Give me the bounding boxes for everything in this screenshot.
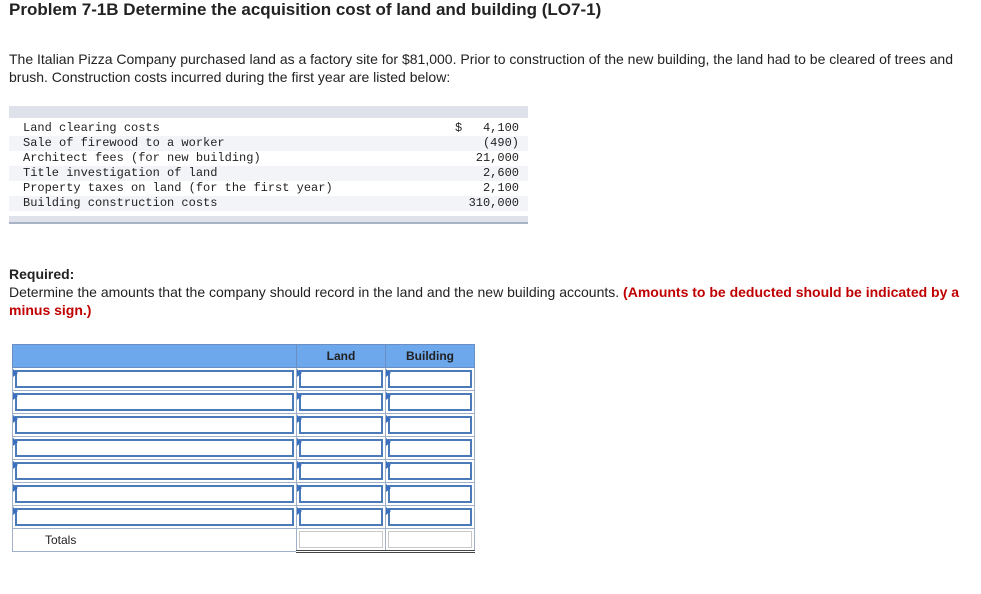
dropdown-flag-icon [386,392,391,400]
item-cell [13,483,297,506]
header-item [13,345,297,368]
dropdown-flag-icon [386,369,391,377]
item-input[interactable] [15,485,294,503]
header-building: Building [386,345,475,368]
land-cell [297,437,386,460]
dropdown-flag-icon [297,415,302,423]
land-input[interactable] [299,485,383,503]
building-cell [386,437,475,460]
dropdown-flag-icon [13,507,18,515]
header-land: Land [297,345,386,368]
building-cell [386,506,475,529]
required-instruction: Determine the amounts that the company should record in the land and the new building accounts. [9,284,620,300]
building-cell [386,368,475,391]
required-note: (Amounts to be deducted should be indicated by a minus sign.) [9,284,960,318]
dropdown-flag-icon [13,392,18,400]
building-cell [386,414,475,437]
dropdown-flag-icon [13,415,18,423]
totals-label: Totals [13,529,297,552]
table-row [13,391,475,414]
currency-symbol: $ [455,121,463,135]
cost-item-amount: 21,000 [475,151,519,165]
item-input[interactable] [15,393,294,411]
cost-list [9,106,528,224]
dropdown-flag-icon [297,461,302,469]
dropdown-flag-icon [297,484,302,492]
cost-list-top-bar [9,106,528,118]
item-input[interactable] [15,439,294,457]
table-row [13,483,475,506]
land-cell [297,506,386,529]
cost-item-label: Land clearing costs [23,121,160,135]
cost-list-bottom-bar [9,216,528,224]
cost-item-amount: 2,600 [482,166,519,180]
cost-item-label: Property taxes on land (for the first year) [23,181,333,195]
required-text [9,283,969,319]
dropdown-flag-icon [13,438,18,446]
table-row [13,437,475,460]
building-input[interactable] [388,508,472,526]
building-total-input[interactable] [388,531,472,548]
building-input[interactable] [388,439,472,457]
building-input[interactable] [388,462,472,480]
land-input[interactable] [299,370,383,388]
land-cell [297,414,386,437]
dropdown-flag-icon [386,461,391,469]
cost-item-amount: 4,100 [482,121,519,135]
cost-item-firewood [9,136,528,151]
building-cell [386,483,475,506]
land-total-input[interactable] [299,531,383,548]
cost-item-label: Sale of firewood to a worker [23,136,225,150]
item-cell [13,368,297,391]
cost-item-amount: 2,100 [482,181,519,195]
dropdown-flag-icon [386,415,391,423]
dropdown-flag-icon [386,507,391,515]
dropdown-flag-icon [13,369,18,377]
land-input[interactable] [299,439,383,457]
dropdown-flag-icon [386,484,391,492]
answer-table [12,344,475,553]
table-row [13,368,475,391]
cost-item-land-clearing [9,121,528,136]
item-input[interactable] [15,416,294,434]
dropdown-flag-icon [297,369,302,377]
required-heading: Required: [9,266,75,282]
item-cell [13,506,297,529]
cost-item-label: Architect fees (for new building) [23,151,261,165]
item-input[interactable] [15,508,294,526]
land-input[interactable] [299,462,383,480]
dropdown-flag-icon [297,438,302,446]
item-cell [13,414,297,437]
cost-item-amount: (490) [482,136,519,150]
item-input[interactable] [15,370,294,388]
building-total-cell [386,529,475,552]
land-input[interactable] [299,393,383,411]
land-total-cell [297,529,386,552]
dropdown-flag-icon [297,507,302,515]
answer-table-header [13,345,475,368]
land-input[interactable] [299,508,383,526]
table-row [13,506,475,529]
building-cell [386,391,475,414]
problem-title: Problem 7-1B Determine the acquisition cost of land and building (LO7-1) [9,0,602,19]
item-cell [13,460,297,483]
totals-row [13,529,475,552]
cost-item-label: Title investigation of land [23,166,218,180]
land-cell [297,391,386,414]
dropdown-flag-icon [386,438,391,446]
building-input[interactable] [388,485,472,503]
table-row [13,414,475,437]
land-input[interactable] [299,416,383,434]
land-cell [297,368,386,391]
problem-intro: The Italian Pizza Company purchased land as a factory site for $81,000. Prior to construction of the new building, the land had to be cleared of trees and brush. Construction costs incurred during the first year are listed below: [9,51,954,85]
building-input[interactable] [388,370,472,388]
cost-item-amount: 310,000 [468,196,519,210]
cost-item-title-investigation [9,166,528,181]
table-row [13,460,475,483]
cost-item-architect-fees [9,151,528,166]
dropdown-flag-icon [13,461,18,469]
dropdown-flag-icon [297,392,302,400]
building-input[interactable] [388,416,472,434]
building-cell [386,460,475,483]
land-cell [297,460,386,483]
dropdown-flag-icon [13,484,18,492]
cost-item-property-taxes [9,181,528,196]
item-cell [13,391,297,414]
land-cell [297,483,386,506]
building-input[interactable] [388,393,472,411]
cost-item-label: Building construction costs [23,196,218,210]
item-cell [13,437,297,460]
cost-item-building-construction [9,196,528,211]
item-input[interactable] [15,462,294,480]
